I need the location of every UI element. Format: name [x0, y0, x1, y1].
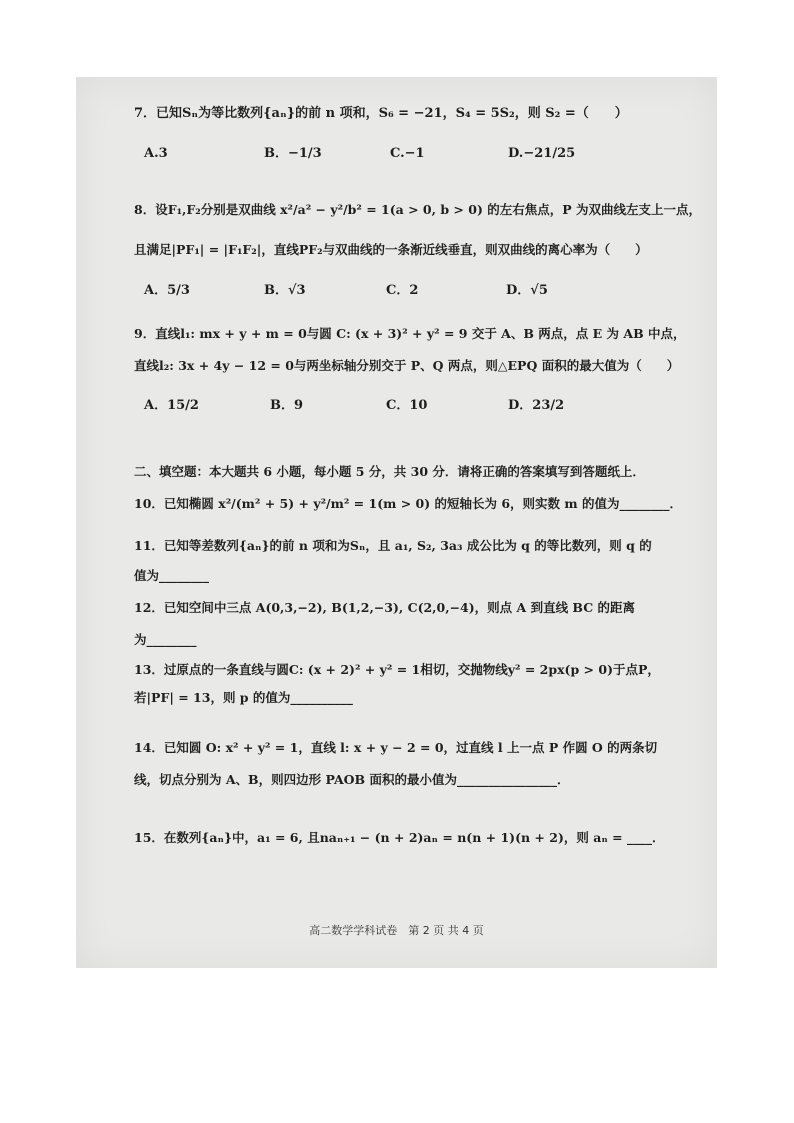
- q8-option-a: A．5/3: [144, 283, 190, 298]
- question-7: 7．已知Sₙ为等比数列{aₙ}的前 n 项和，S₆ = −21，S₄ = 5S₂，则 S₂ =（ ）: [134, 106, 628, 121]
- page-footer: 高二数学学科试卷 第 2 页 共 4 页: [309, 924, 484, 937]
- q7-option-b: B．−1/3: [264, 146, 322, 161]
- q8-option-d: D．√5: [506, 283, 548, 298]
- question-13-line-1: 13．过原点的一条直线与圆C: (x + 2)² + y² = 1相切，交抛物线y² = 2px(p > 0)于点P，: [134, 662, 660, 677]
- section-2-heading: 二、填空题：本大题共 6 小题，每小题 5 分，共 30 分．请将正确的答案填写到答题纸上．: [134, 464, 645, 479]
- q9-option-c: C．10: [386, 398, 428, 413]
- q9-option-a: A．15/2: [144, 398, 199, 413]
- q9-option-d: D．23/2: [508, 398, 565, 413]
- question-12-line-1: 12．已知空间中三点 A(0,3,−2), B(1,2,−3), C(2,0,−4)，则点 A 到直线 BC 的距离: [134, 600, 636, 615]
- question-9-line-1: 9．直线l₁: mx + y + m = 0与圆 C: (x + 3)² + y² = 9 交于 A、B 两点，点 E 为 AB 中点，: [134, 326, 686, 341]
- q7-option-a: A.3: [144, 146, 168, 161]
- q7-option-d: D.−21/25: [508, 146, 576, 161]
- q8-option-c: C．2: [386, 283, 419, 298]
- question-14-line-1: 14．已知圆 O: x² + y² = 1，直线 l: x + y − 2 = 0，过直线 l 上一点 P 作圆 O 的两条切: [134, 740, 658, 755]
- q8-option-b: B．√3: [264, 283, 306, 298]
- question-13-line-2: 若|PF| = 13，则 p 的值为__________: [134, 690, 353, 705]
- question-14-line-2: 线，切点分别为 A、B，则四边形 PAOB 面积的最小值为________________．: [134, 772, 570, 787]
- exam-page: [76, 77, 717, 968]
- q7-option-c: C.−1: [390, 146, 425, 161]
- question-8-line-1: 8．设F₁,F₂分别是双曲线 x²/a² − y²/b² = 1(a > 0, b > 0) 的左右焦点，P 为双曲线左支上一点，: [134, 202, 701, 217]
- question-9-line-2: 直线l₂: 3x + 4y − 12 = 0与两坐标轴分别交于 P、Q 两点，则△EPQ 面积的最大值为（ ）: [134, 358, 680, 373]
- question-12-line-2: 为________: [134, 632, 197, 647]
- q9-option-b: B．9: [270, 398, 304, 413]
- question-11-line-2: 值为________: [134, 568, 210, 583]
- question-11-line-1: 11．已知等差数列{aₙ}的前 n 项和为Sₙ，且 a₁, S₂, 3a₃ 成公比为 q 的等比数列，则 q 的: [134, 538, 652, 553]
- question-10: 10．已知椭圆 x²/(m² + 5) + y²/m² = 1(m > 0) 的短轴长为 6，则实数 m 的值为________．: [134, 496, 682, 511]
- question-15: 15．在数列{aₙ}中，a₁ = 6, 且naₙ₊₁ − (n + 2)aₙ = n(n + 1)(n + 2)，则 aₙ = ____．: [134, 830, 665, 845]
- question-8-line-2: 且满足|PF₁| = |F₁F₂|，直线PF₂与双曲线的一条渐近线垂直，则双曲线的离心率为（ ）: [134, 242, 648, 257]
